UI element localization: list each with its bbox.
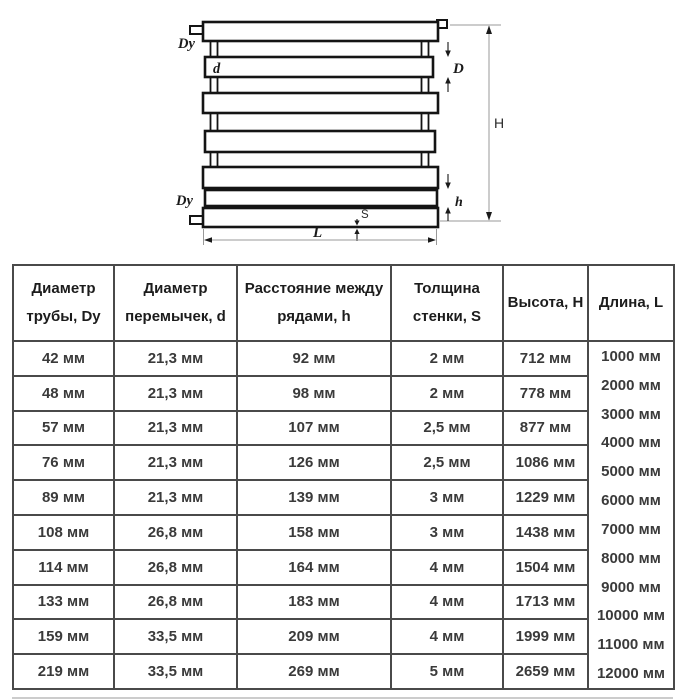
table-row	[13, 515, 674, 550]
cell-d: 21,3 мм	[114, 480, 237, 515]
cell-s: 3 мм	[391, 480, 503, 515]
length-value: 9000 мм	[601, 578, 661, 596]
table-row	[13, 585, 674, 620]
length-value: 12000 мм	[596, 665, 666, 683]
pipe-4	[205, 131, 435, 152]
cell-h: 139 мм	[237, 480, 391, 515]
label-d: d	[213, 61, 221, 77]
cell-h: 164 мм	[237, 550, 391, 585]
header-pipe-diameter: Диаметр трубы, Dy	[13, 265, 114, 341]
cell-s: 5 мм	[391, 654, 503, 689]
cell-d: 21,3 мм	[114, 341, 237, 376]
header-height: Высота, H	[503, 265, 588, 341]
table-header-row	[13, 265, 674, 341]
pipe-rows	[203, 22, 438, 227]
cell-height: 712 мм	[503, 341, 588, 376]
header-length: Длина, L	[588, 265, 674, 341]
cell-dy: 114 мм	[13, 550, 114, 585]
length-value: 3000 мм	[601, 405, 661, 423]
table-row	[13, 619, 674, 654]
table-row	[13, 376, 674, 411]
cell-height: 1229 мм	[503, 480, 588, 515]
header-wall-thickness: Толщина стенки, S	[391, 265, 503, 341]
cell-d: 21,3 мм	[114, 376, 237, 411]
label-D: D	[453, 61, 464, 77]
cell-dy: 108 мм	[13, 515, 114, 550]
length-value: 1000 мм	[601, 347, 661, 365]
cell-d: 21,3 мм	[114, 445, 237, 480]
cell-h: 269 мм	[237, 654, 391, 689]
cell-d: 26,8 мм	[114, 550, 237, 585]
table-row	[13, 341, 674, 376]
cell-dy: 133 мм	[13, 585, 114, 620]
header-row-spacing: Расстояние между рядами, h	[237, 265, 391, 341]
table-row	[13, 480, 674, 515]
cell-dy: 48 мм	[13, 376, 114, 411]
cell-s: 2,5 мм	[391, 445, 503, 480]
pipe-register-drawing	[0, 0, 683, 258]
cell-s: 2 мм	[391, 341, 503, 376]
cell-s: 4 мм	[391, 550, 503, 585]
cell-d: 26,8 мм	[114, 515, 237, 550]
cell-h: 107 мм	[237, 411, 391, 446]
length-value: 8000 мм	[601, 549, 661, 567]
table-row	[13, 654, 674, 689]
length-value: 6000 мм	[601, 492, 661, 510]
cell-s: 2 мм	[391, 376, 503, 411]
cell-dy: 57 мм	[13, 411, 114, 446]
cell-height: 1438 мм	[503, 515, 588, 550]
cell-dy: 219 мм	[13, 654, 114, 689]
label-h: h	[455, 195, 463, 210]
label-S: S	[361, 209, 369, 221]
cell-d: 33,5 мм	[114, 654, 237, 689]
cell-dy: 89 мм	[13, 480, 114, 515]
cell-d: 21,3 мм	[114, 411, 237, 446]
table-body	[13, 341, 674, 689]
cell-h: 98 мм	[237, 376, 391, 411]
cell-lengths-merged	[588, 341, 674, 689]
cell-d: 26,8 мм	[114, 585, 237, 620]
dimension-D	[445, 42, 464, 92]
cell-s: 4 мм	[391, 585, 503, 620]
bottom-cropped-line	[12, 697, 673, 699]
pipe-3	[203, 93, 438, 113]
cell-dy: 159 мм	[13, 619, 114, 654]
length-value: 2000 мм	[601, 376, 661, 394]
label-H: H	[494, 115, 505, 131]
cell-height: 1713 мм	[503, 585, 588, 620]
cell-dy: 42 мм	[13, 341, 114, 376]
label-L: L	[313, 225, 323, 241]
pipe-6	[205, 190, 437, 206]
cell-h: 158 мм	[237, 515, 391, 550]
cell-s: 3 мм	[391, 515, 503, 550]
cell-height: 877 мм	[503, 411, 588, 446]
cell-h: 92 мм	[237, 341, 391, 376]
length-value: 11000 мм	[597, 636, 665, 654]
length-value: 4000 мм	[601, 434, 661, 452]
cell-s: 4 мм	[391, 619, 503, 654]
pipe-1	[203, 22, 438, 41]
dimension-H	[440, 25, 504, 221]
cell-height: 1086 мм	[503, 445, 588, 480]
table-row	[13, 550, 674, 585]
cell-h: 126 мм	[237, 445, 391, 480]
length-options	[591, 342, 671, 688]
table-row	[13, 445, 674, 480]
pipe-5	[203, 167, 438, 188]
label-dy-top: Dy	[178, 36, 195, 52]
cell-dy: 76 мм	[13, 445, 114, 480]
cell-height: 2659 мм	[503, 654, 588, 689]
cell-height: 1999 мм	[503, 619, 588, 654]
pipe-register-diagram	[0, 0, 683, 258]
pipe-2	[205, 57, 433, 77]
cell-h: 183 мм	[237, 585, 391, 620]
table-header	[13, 265, 674, 341]
label-dy-bottom: Dy	[176, 193, 193, 209]
cell-height: 1504 мм	[503, 550, 588, 585]
pipe-register-spec-table	[12, 264, 675, 690]
cell-s: 2,5 мм	[391, 411, 503, 446]
length-value: 10000 мм	[596, 607, 666, 625]
table-row	[13, 411, 674, 446]
length-value: 5000 мм	[601, 463, 661, 481]
dimension-h	[445, 174, 463, 221]
length-value: 7000 мм	[601, 520, 661, 538]
cell-d: 33,5 мм	[114, 619, 237, 654]
header-jumper-diameter: Диаметр перемычек, d	[114, 265, 237, 341]
cell-h: 209 мм	[237, 619, 391, 654]
cell-height: 778 мм	[503, 376, 588, 411]
